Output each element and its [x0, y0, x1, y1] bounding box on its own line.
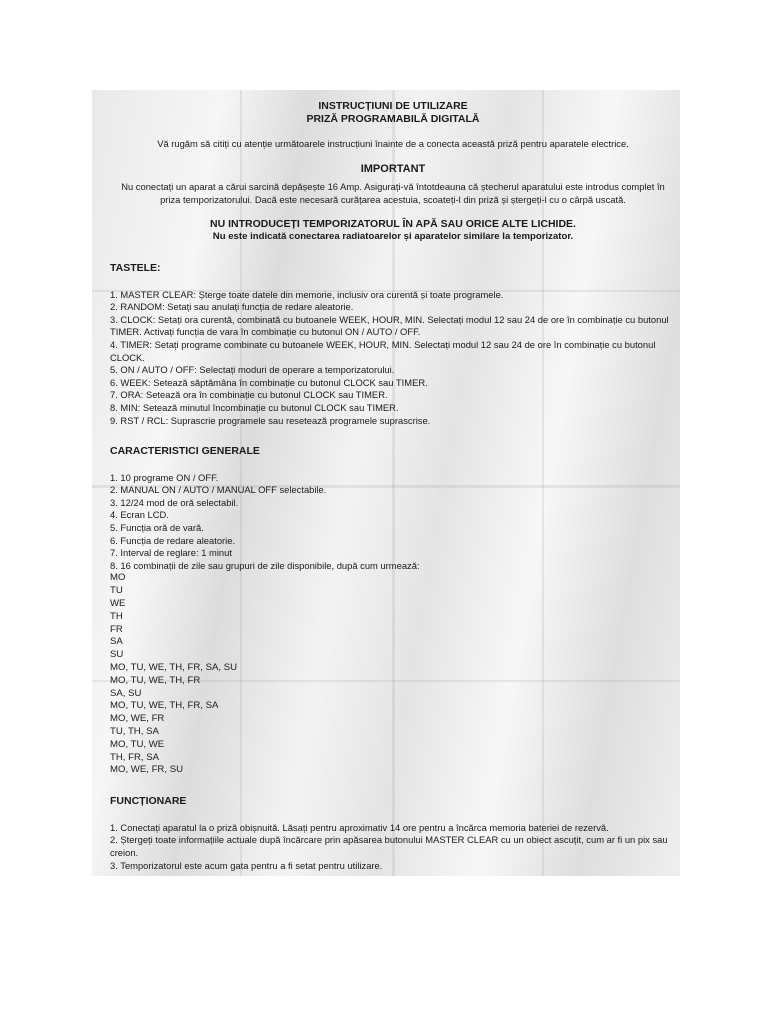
functionare-heading: FUNCȚIONARE [110, 795, 187, 808]
document-content [110, 100, 676, 872]
day-combination: SU [110, 649, 124, 661]
document-title-line2: PRIZĂ PROGRAMABILĂ DIGITALĂ [306, 113, 480, 125]
tastele-item: 9. RST / RCL: Suprascrie programele sau resetează programele suprascrise. [110, 414, 431, 426]
tastele-heading: TASTELE: [110, 261, 161, 274]
day-combination: MO [110, 572, 126, 584]
document-title-line1: INSTRUCȚIUNI DE UTILIZARE [318, 100, 468, 112]
day-combination: TU, TH, SA [110, 726, 159, 737]
day-combination: SA [110, 636, 123, 648]
tastele-item: 1. MASTER CLEAR: Șterge toate datele din memorie, inclusiv ora curentă și toate programele. [110, 288, 504, 300]
caracteristici-item: 6. Funcția de redare aleatorie. [110, 534, 236, 546]
caracteristici-list [110, 472, 676, 573]
day-combination: FR [110, 623, 123, 635]
warning-heading: NU INTRODUCEȚI TEMPORIZATORUL ÎN APĂ SAU ORICE ALTE LICHIDE. [210, 218, 576, 231]
tastele-item: 8. MIN: Setează minutul încombinație cu butonul CLOCK sau TIMER. [110, 401, 399, 413]
tastele-item: 2. RANDOM: Setați sau anulați funcția de redare aleatorie. [110, 301, 354, 313]
important-text: Nu conectați un aparat a cărui sarcină depășește 16 Amp. Asigurați-vă întotdeauna că ștecherul aparatului este introdus complet în priza temporizatorului. Dacă este necesară curățarea acestuia, scoateți-l din priză și ștergeți-l cu o cârpă uscată. [121, 181, 665, 205]
day-combination: MO, TU, WE, TH, FR, SA, SU [110, 662, 238, 674]
day-combination: MO, WE, FR, SU [110, 764, 184, 776]
tastele-item: 5. ON / AUTO / OFF: Selectați moduri de operare a temporizatorului. [110, 364, 395, 376]
day-combination: TH, FR, SA [110, 751, 160, 763]
day-combinations-list [110, 572, 676, 777]
day-combination: WE [110, 598, 126, 610]
day-combination: TU [110, 585, 123, 597]
caracteristici-heading: CARACTERISTICI GENERALE [110, 445, 260, 458]
tastele-item: 3. CLOCK: Setați ora curentă, combinată cu butoanele WEEK, HOUR, MIN. Selectați modul 12 sau 24 de ore în combinație cu butonul TIMER. Activați funcția de vara în combinație cu butonul ON / AUTO / OFF. [110, 313, 669, 338]
caracteristici-item: 8. 16 combinații de zile sau grupuri de zile disponibile, după cum urmează: [110, 559, 420, 571]
functionare-item: 1. Conectați aparatul la o priză obișnuită. Lăsați pentru aproximativ 14 ore pentru a încărca memoria bateriei de rezervă. [110, 821, 609, 833]
day-combination: MO, TU, WE, TH, FR [110, 674, 201, 686]
tastele-list [110, 289, 676, 428]
caracteristici-item: 2. MANUAL ON / AUTO / MANUAL OFF selectabile. [110, 484, 327, 496]
day-combination: SA, SU [110, 687, 142, 699]
caracteristici-item: 4. Ecran LCD. [110, 509, 169, 521]
day-combination: MO, WE, FR [110, 713, 165, 725]
caracteristici-item: 5. Funcția oră de vară. [110, 522, 204, 534]
day-combination: MO, TU, WE [110, 738, 165, 750]
tastele-item: 6. WEEK: Setează săptămâna în combinație cu butonul CLOCK sau TIMER. [110, 376, 428, 388]
scanned-document [92, 90, 680, 876]
warning-subtext: Nu este indicată conectarea radiatoarelor și aparatelor similare la temporizator. [212, 231, 574, 243]
tastele-item: 7. ORA: Setează ora în combinație cu butonul CLOCK sau TIMER. [110, 389, 388, 401]
caracteristici-item: 7. Interval de reglare: 1 minut [110, 547, 232, 559]
important-heading: IMPORTANT [360, 162, 426, 175]
functionare-item: 3. Temporizatorul este acum gata pentru a fi setat pentru utilizare. [110, 859, 383, 871]
functionare-item: 2. Ștergeți toate informațiile actuale după încărcare prin apăsarea butonului MASTER CLEAR cu un obiect ascuțit, cum ar fi un pix sau creion. [110, 834, 668, 858]
day-combination: MO, TU, WE, TH, FR, SA [110, 700, 219, 712]
caracteristici-item: 3. 12/24 mod de oră selectabil. [110, 496, 239, 508]
caracteristici-item: 1. 10 programe ON / OFF. [110, 471, 219, 483]
tastele-item: 4. TIMER: Setați programe combinate cu butoanele WEEK, HOUR, MIN. Selectați modul 12 sau 24 de ore în combinație cu butonul CLOCK. [110, 338, 656, 363]
day-combination: TH [110, 610, 123, 622]
intro-text: Vă rugăm să citiți cu atenție următoarele instrucțiuni înainte de a conecta această priză pentru aparatele electrice. [157, 138, 629, 149]
functionare-list [110, 822, 676, 872]
